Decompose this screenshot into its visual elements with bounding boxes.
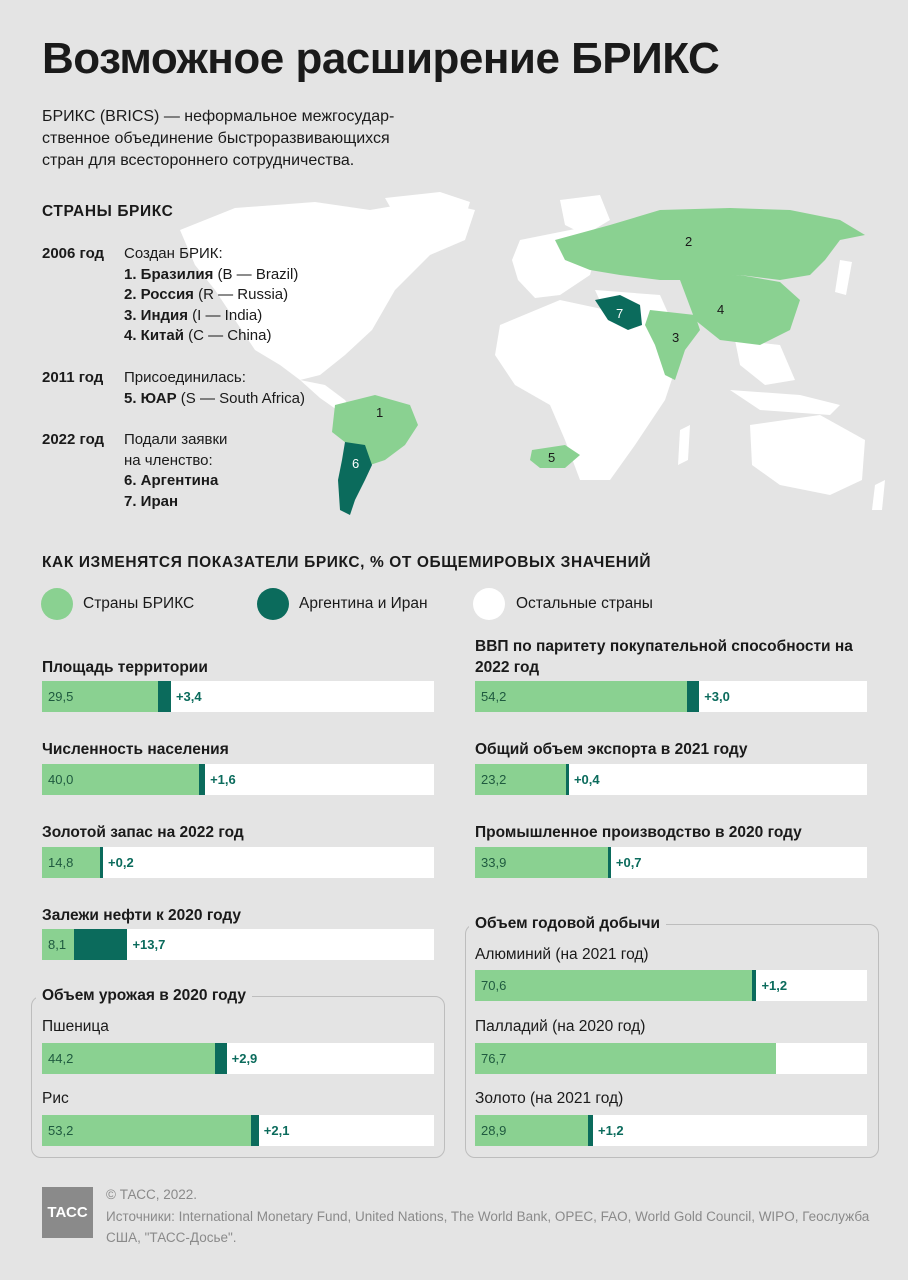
indicator-bar: [475, 681, 867, 712]
legend-label-applicants: Аргентина и Иран: [299, 595, 428, 612]
indicator-title: Палладий (на 2020 год): [475, 1018, 646, 1035]
bar-segment-applicants: [215, 1043, 226, 1074]
timeline-line: Присоединилась:: [124, 369, 246, 386]
indicator-bar: [475, 1115, 867, 1146]
bar-value-applicants: +1,2: [597, 1123, 624, 1138]
bar-value-applicants: +1,6: [210, 772, 236, 787]
indicator-bar: [475, 970, 867, 1001]
timeline-year: 2006 год: [42, 245, 105, 262]
indicator-title: Пшеница: [42, 1018, 109, 1035]
bar-segment-applicants: [74, 929, 128, 960]
indicator-bar: [475, 847, 867, 878]
map-label-iran: 7: [616, 306, 624, 321]
timeline-entry: [124, 368, 305, 409]
legend-label-brics: Страны БРИКС: [83, 595, 195, 612]
timeline-item: 2. Россия (R — Russia): [124, 286, 289, 303]
indicator-bar: [42, 681, 434, 712]
indicator-bar: [475, 1043, 867, 1074]
indicator-title: ВВП по паритету покупательной способности на 2022 год: [475, 638, 853, 676]
timeline-item: 6. Аргентина: [124, 472, 219, 489]
bar-segment-applicants: [566, 764, 569, 795]
group-title-mining: Объем годовой добычи: [469, 915, 666, 933]
bar-value-applicants: +13,7: [132, 937, 166, 952]
indicator-title: Рис: [42, 1090, 69, 1107]
bar-value-brics: 70,6: [481, 978, 507, 993]
map-label-argentina: 6: [352, 456, 360, 471]
legend-label-rest: Остальные страны: [516, 595, 653, 612]
map-label-south-africa: 5: [548, 450, 556, 465]
footer-text: [106, 1184, 886, 1249]
bar-value-applicants: +0,2: [108, 855, 134, 870]
timeline-item: 7. Иран: [124, 492, 179, 510]
bar-segment-applicants: [608, 847, 611, 878]
map-label-brazil: 1: [376, 405, 384, 420]
bar-segment-applicants: [158, 681, 171, 712]
indicator-title: Площадь территории: [42, 659, 208, 676]
world-map: [140, 180, 900, 540]
bar-segment-applicants: [100, 847, 103, 878]
group-title-crops: Объем урожая в 2020 году: [36, 987, 252, 1005]
bar-value-applicants: +0,4: [573, 772, 600, 787]
timeline-line: Создан БРИК:: [124, 245, 223, 262]
timeline-year: 2022 год: [42, 431, 105, 448]
map-label-china: 4: [717, 302, 725, 317]
map-label-russia: 2: [685, 234, 693, 249]
indicator-title: Залежи нефти к 2020 году: [42, 907, 241, 924]
bar-value-applicants: +2,1: [263, 1123, 290, 1138]
bar-value-applicants: +3,0: [704, 689, 730, 704]
bar-value-applicants: +0,7: [615, 855, 642, 870]
bar-segment-applicants: [251, 1115, 259, 1146]
indicator-title: Промышленное производство в 2020 году: [475, 824, 802, 841]
bar-segment-applicants: [588, 1115, 593, 1146]
indicator-bar: [42, 764, 434, 795]
sources: Источники: International Monetary Fund, United Nations, The World Bank, OPEC, FAO, World Gold Council, WIPO, Геослужба США, "ТАСС-Досье".: [106, 1208, 870, 1245]
bar-value-brics: 28,9: [481, 1123, 507, 1138]
bar-segment-applicants: [687, 681, 699, 712]
timeline-item: 1. Бразилия (B — Brazil): [124, 265, 299, 283]
indicator-bar: [42, 1115, 434, 1146]
indicator-title: Численность населения: [42, 741, 229, 758]
page-title: Возможное расширение БРИКС: [42, 34, 720, 83]
bar-segment-applicants: [199, 764, 205, 795]
bar-segment-applicants: [752, 970, 757, 1001]
indicator-bar: [42, 1043, 434, 1074]
legend-swatch-applicants: [257, 588, 289, 620]
indicator-title: Алюминий (на 2021 год): [475, 946, 649, 963]
legend-swatch-brics: [41, 588, 73, 620]
bar-value-brics: 29,5: [48, 689, 74, 704]
tass-logo: ТАСС: [42, 1187, 93, 1238]
bar-segment-brics: [475, 1043, 776, 1074]
bar-value-brics: 33,9: [481, 855, 507, 870]
indicator-title: Золото (на 2021 год): [475, 1090, 624, 1107]
section-title-indicators: КАК ИЗМЕНЯТСЯ ПОКАЗАТЕЛИ БРИКС, % ОТ ОБЩЕМИРОВЫХ ЗНАЧЕНИЙ: [42, 554, 652, 571]
indicator-title: Общий объем экспорта в 2021 году: [475, 741, 748, 758]
legend-swatch-rest: [473, 588, 505, 620]
bar-value-applicants: +2,9: [231, 1051, 258, 1066]
indicator-title: Золотой запас на 2022 год: [42, 824, 244, 841]
timeline-line: на членство:: [124, 451, 213, 469]
timeline-entry: [124, 430, 227, 512]
bar-value-brics: 53,2: [48, 1123, 74, 1138]
timeline-year: 2011 год: [42, 369, 104, 386]
map-label-india: 3: [672, 330, 680, 345]
bar-value-brics: 23,2: [481, 772, 507, 787]
indicator-bar: [42, 847, 434, 878]
copyright: © ТАСС, 2022.: [106, 1187, 197, 1202]
bar-segment-brics: [475, 681, 687, 712]
bar-value-applicants: +3,4: [175, 689, 202, 704]
bar-segment-brics: [475, 970, 752, 1001]
timeline-item: 4. Китай (C — China): [124, 327, 272, 344]
intro-text: БРИКС (BRICS) — неформальное межгосудар-ственное объединение быстроразвивающихся стран для всестороннего сотрудничества.: [42, 108, 395, 169]
section-title-countries: СТРАНЫ БРИКС: [42, 203, 174, 220]
bar-value-brics: 14,8: [48, 855, 74, 870]
timeline-item: 3. Индия (I — India): [124, 306, 263, 324]
timeline-line: Подали заявки: [124, 431, 228, 448]
timeline-entry: [124, 244, 298, 347]
indicator-bar: [42, 929, 434, 960]
bar-value-brics: 54,2: [481, 689, 507, 704]
timeline-item: 5. ЮАР (S — South Africa): [124, 389, 306, 407]
bar-value-applicants: +1,2: [761, 978, 788, 993]
bar-value-brics: 40,0: [48, 772, 74, 787]
bar-value-brics: 44,2: [48, 1051, 74, 1066]
bar-value-brics: 8,1: [48, 937, 67, 952]
bar-value-brics: 76,7: [481, 1051, 507, 1066]
indicator-bar: [475, 764, 867, 795]
